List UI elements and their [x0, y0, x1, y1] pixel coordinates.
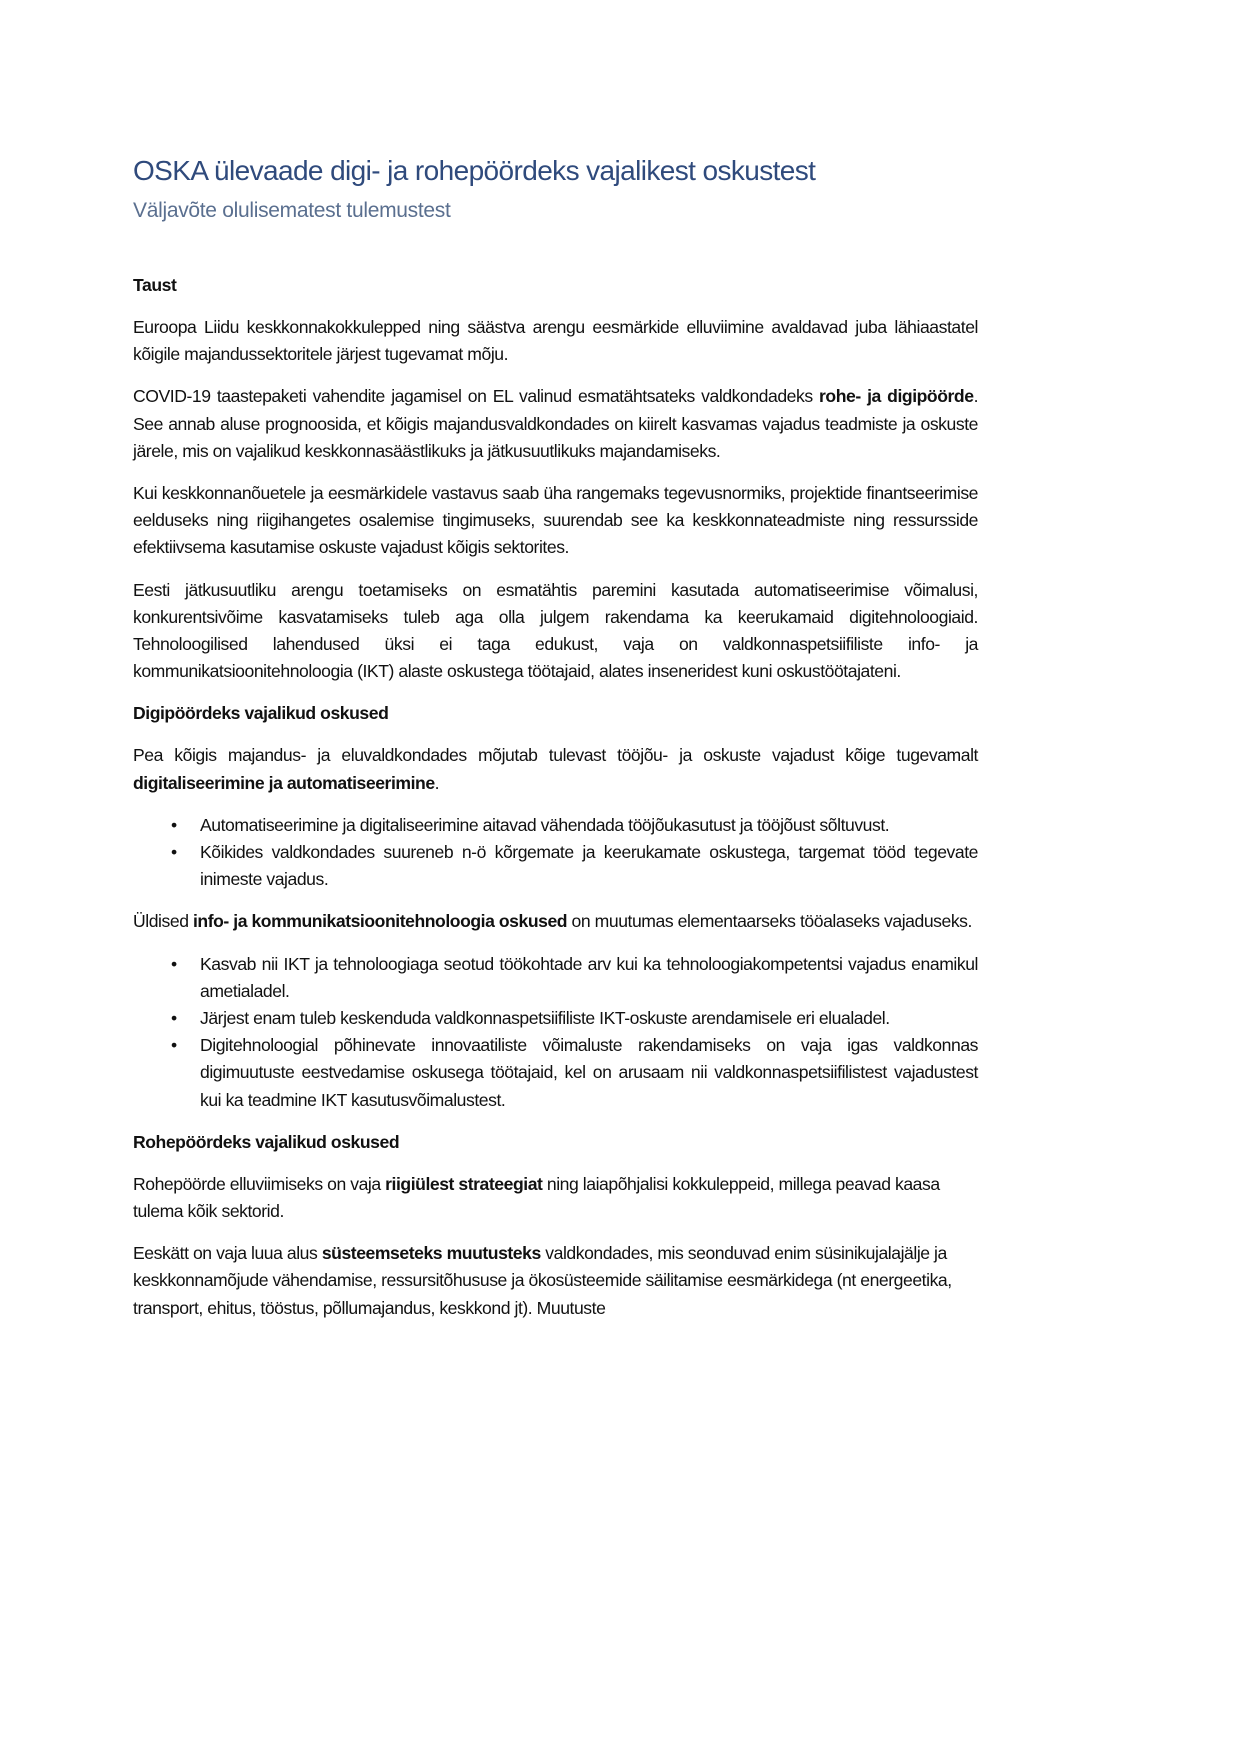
bold-text: riigiülest strateegiat — [385, 1173, 543, 1194]
text-run: Pea kõigis majandus- ja eluvaldkondades mõjutab tulevast tööjõu- ja oskuste vajadust kõige tugevamalt — [133, 745, 978, 766]
text-run: on muutumas elementaarseks tööalaseks vajaduseks. — [567, 911, 972, 932]
list-item-text: Kõikides valdkondades suureneb n-ö kõrgemate ja keerukamate oskustega, targemat tööd tegevate inimeste vajadus. — [200, 842, 978, 890]
bullet-icon: • — [171, 1008, 177, 1029]
list-item — [133, 1005, 978, 1032]
document-subtitle: Väljavõte olulisematest tulemustest — [133, 199, 451, 222]
bold-text: digitaliseerimine ja automatiseerimine — [133, 772, 435, 793]
paragraph — [133, 1240, 978, 1322]
text-run: Üldised — [133, 911, 193, 932]
list-item-text: Kasvab nii IKT ja tehnoloogiaga seotud töökohtade arv kui ka tehnoloogiakompetentsi vajadus enamikul ametialadel. — [200, 953, 978, 1001]
section-heading-digi: Digipöördeks vajalikud oskused — [133, 703, 389, 724]
bullet-icon: • — [171, 814, 177, 835]
paragraph: Eesti jätkusuutliku arengu toetamiseks on esmatähtis paremini kasutada automatiseerimise võimalusi, konkurentsivõime kasvatamiseks tuleb aga olla julgem rakendama ka keerukamaid digitehnoloogiaid. Tehnoloogilised lahendused üksi ei taga edukust, vaja on valdkonnaspetsiifiliste info- ja kommunikatsioonitehnoloogia (IKT) alaste oskustega töötajaid, alates inseneridest kuni oskustöötajateni. — [133, 579, 978, 682]
bold-text: rohe- ja digipöörde — [819, 386, 974, 407]
paragraph: Kui keskkonnanõuetele ja eesmärkidele vastavus saab üha rangemaks tegevusnormiks, projektide finantseerimise eelduseks ning riigihangetes osalemise tingimuseks, suurendab see ka keskkonnateadmiste ning ressursside efektiivsema kasutamise oskuste vajadust kõigis sektorites. — [133, 483, 978, 558]
bullet-list — [133, 951, 978, 1114]
list-item — [133, 839, 978, 893]
text-run: valdkondades, mis seonduvad enim süsinikujalajälje ja keskkonnamõjude vähendamise, ressursitõhususe ja ökosüsteemide säilitamise eesmärkidega (nt energeetika, transport, ehitus, tööstus, põllumajandus, keskkond jt). Muutuste — [133, 1243, 952, 1318]
document-body — [133, 272, 978, 1337]
text-run: . See annab aluse prognoosida, et kõigis majandusvaldkondades on kiirelt kasvamas vajadus teadmiste ja oskuste järele, mis on vajalikud keskkonnasäästlikuks ja jätkusuutlikuks majandamiseks. — [133, 386, 979, 461]
document-title: OSKA ülevaade digi- ja rohepöördeks vajalikest oskustest — [133, 155, 816, 186]
bold-text: süsteemseteks muutusteks — [321, 1243, 541, 1264]
paragraph — [133, 742, 978, 796]
text-run: Eeskätt on vaja luua alus — [133, 1243, 322, 1264]
text-run: ning laiapõhjalisi kokkuleppeid, millega peavad kaasa tulema kõik sektorid. — [133, 1173, 940, 1222]
list-item — [133, 1032, 978, 1114]
text-run: . — [434, 772, 440, 793]
bullet-icon: • — [171, 842, 177, 863]
list-item-text: Digitehnoloogial põhinevate innovaatiliste võimaluste rakendamiseks on vaja igas valdkonnas digimuutuste eestvedamise oskusega töötajaid, kel on arusaam nii valdkonnaspetsiifilistest vajadustest kui ka teadmine IKT kasutusvõimalustest. — [200, 1035, 978, 1110]
list-item — [133, 812, 978, 839]
bold-text: info- ja kommunikatsioonitehnoloogia oskused — [192, 911, 568, 932]
text-run: Rohepöörde elluviimiseks on vaja — [133, 1173, 386, 1194]
paragraph: Euroopa Liidu keskkonnakokkulepped ning säästva arengu eesmärkide elluviimine avaldavad juba lähiaastatel kõigile majandussektoritele järjest tugevamat mõju. — [133, 317, 978, 365]
bullet-list — [133, 812, 978, 894]
list-item-text: Automatiseerimine ja digitaliseerimine aitavad vähendada tööjõukasutust ja tööjõust sõltuvust. — [200, 814, 890, 835]
list-item-text: Järjest enam tuleb keskenduda valdkonnaspetsiifiliste IKT-oskuste arendamisele eri elualadel. — [200, 1008, 890, 1029]
list-item — [133, 951, 978, 1005]
paragraph — [133, 1171, 978, 1225]
paragraph — [133, 908, 978, 935]
section-heading-taust: Taust — [133, 275, 177, 295]
bullet-icon: • — [171, 1035, 177, 1056]
text-run: COVID-19 taastepaketi vahendite jagamisel on EL valinud esmatähtsateks valdkondadeks — [133, 386, 820, 407]
bullet-icon: • — [171, 953, 177, 974]
section-heading-rohe: Rohepöördeks vajalikud oskused — [133, 1131, 400, 1152]
paragraph — [133, 383, 978, 465]
